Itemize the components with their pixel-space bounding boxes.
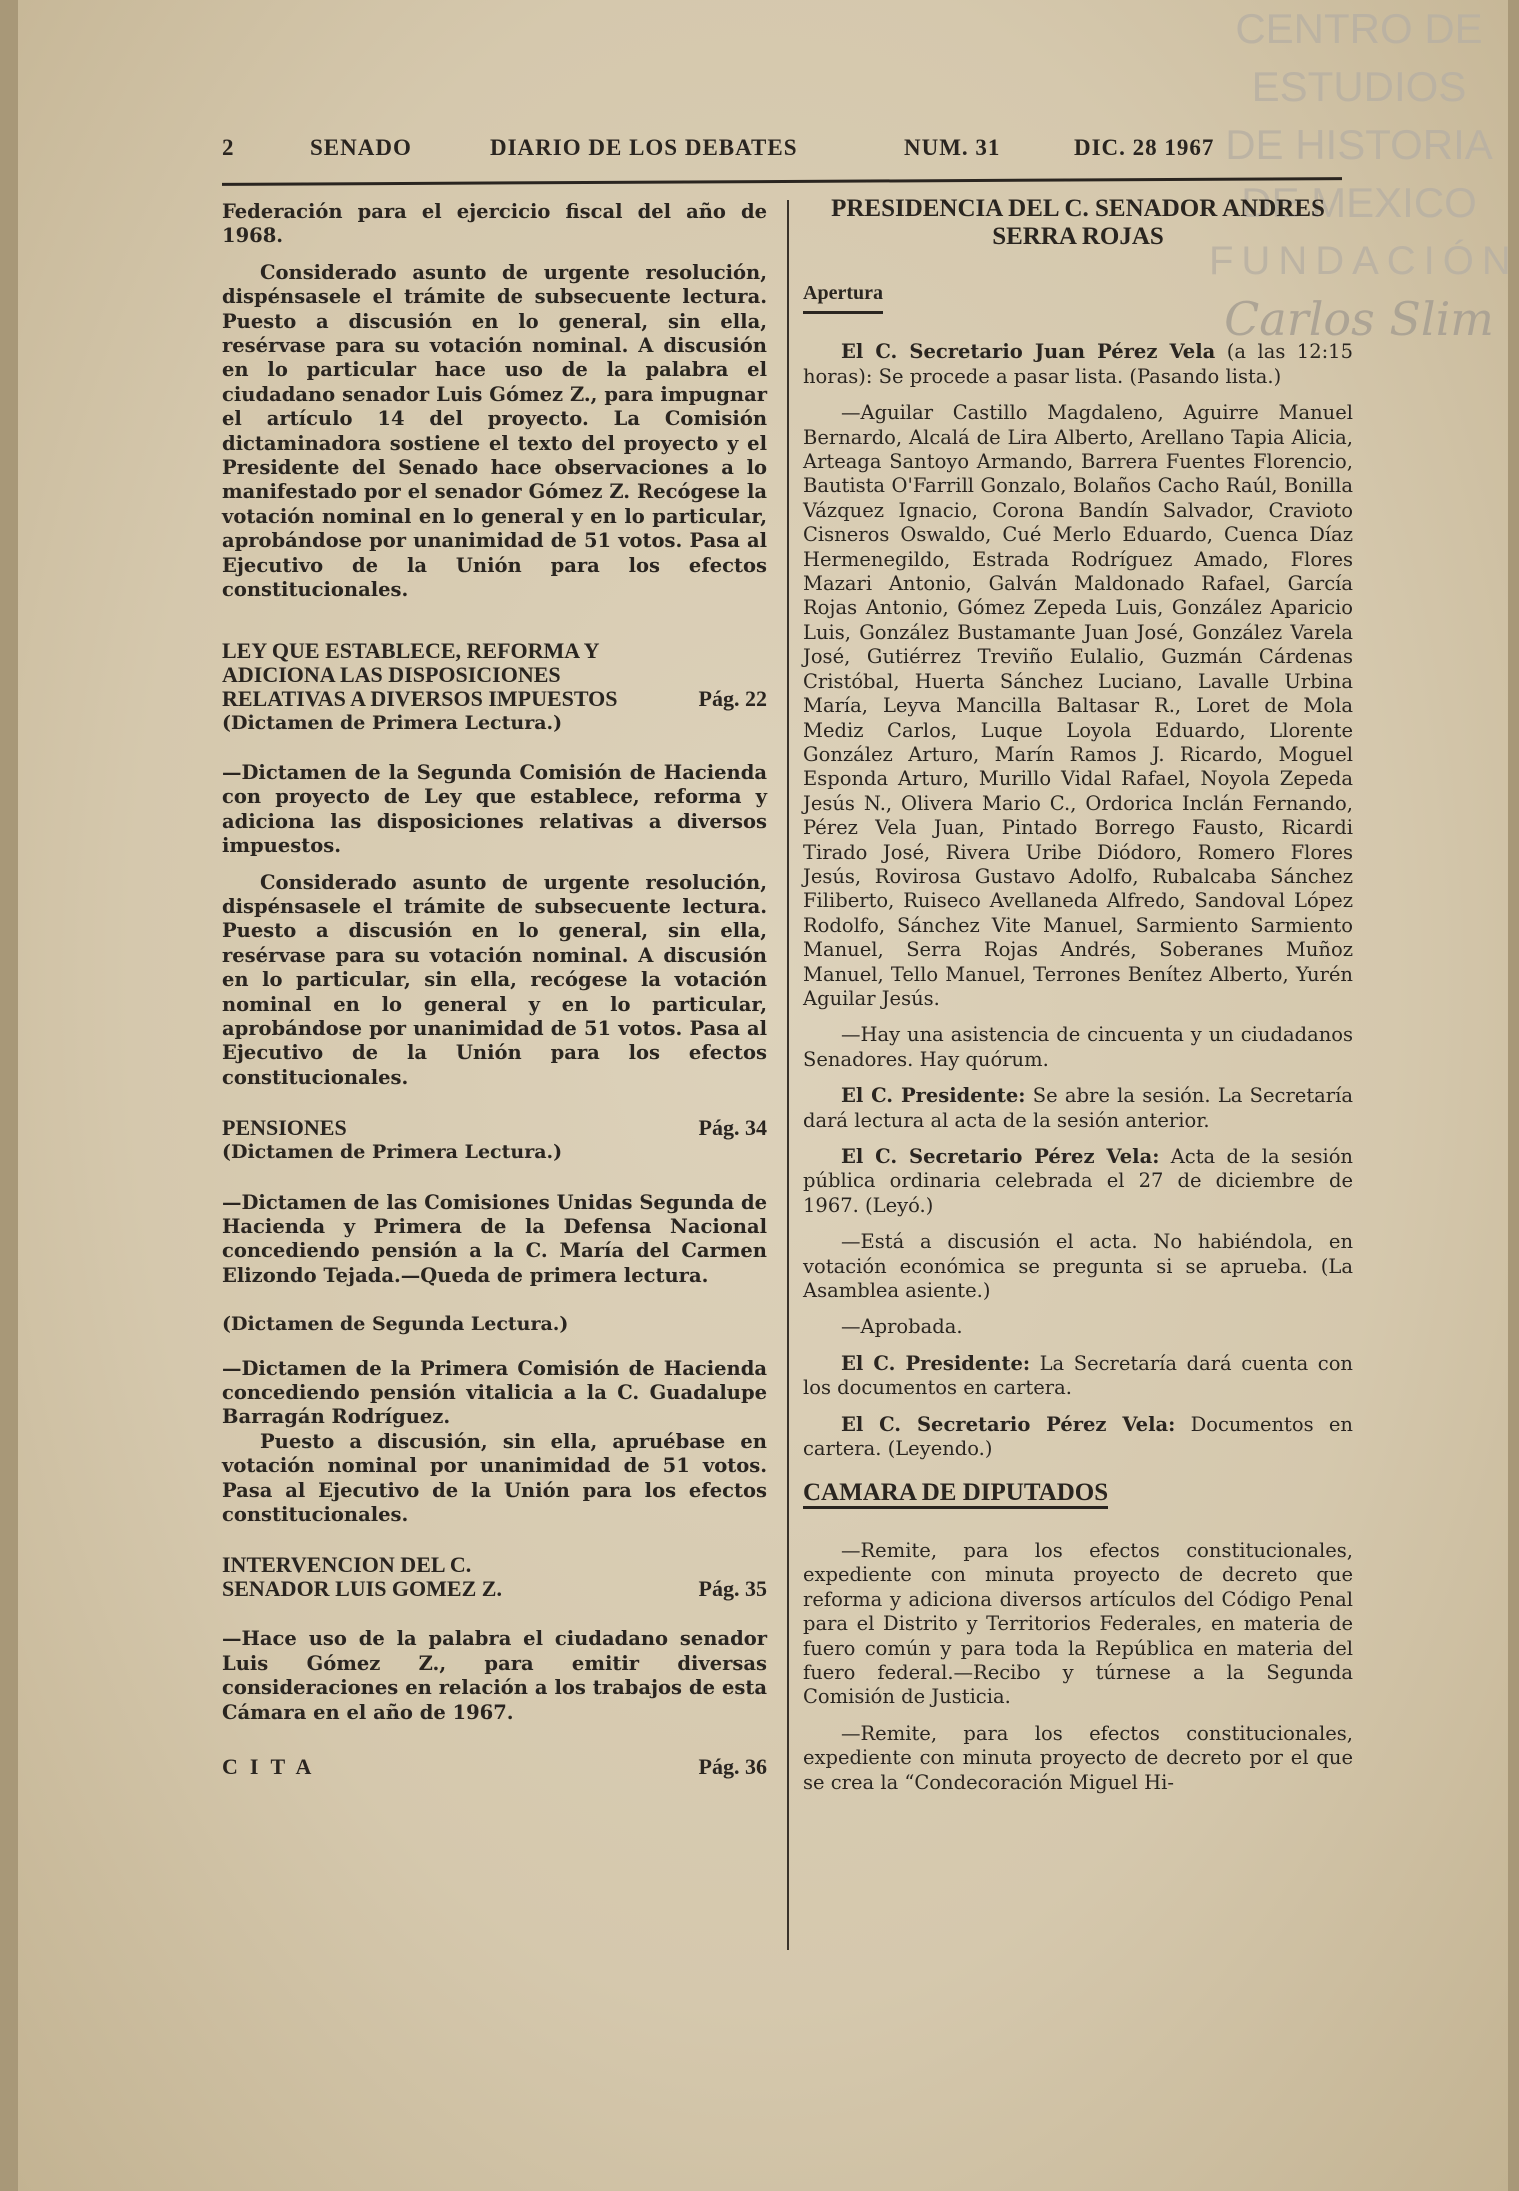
paragraph: —Está a discusión el acta. No habiéndola, en votación económica se pregunta si se aprueba. (La Asamblea asiente.) (803, 1230, 1353, 1303)
section-heading (222, 1116, 767, 1140)
paragraph: Puesto a discusión, sin ella, apruébase en votación nominal por unanimidad de 51 votos. Pasa al Ejecutivo de la Unión para los efectos constitucionales. (222, 1429, 767, 1527)
header-section: SENADO (310, 135, 412, 160)
page-header (222, 135, 1222, 165)
section-subtitle: (Dictamen de Primera Lectura.) (222, 711, 563, 734)
apertura-heading: Apertura (803, 281, 883, 314)
speech: Acta de la sesión pública ordinaria celebrada el 27 de diciembre de 1967. (Leyó.) (803, 1145, 1353, 1217)
section-title: CITA (222, 1754, 324, 1780)
header-number: NUM. 31 (904, 135, 1001, 160)
speech: La Secretaría dará cuenta con los documentos en cartera. (803, 1351, 1353, 1400)
section-title: LEY QUE ESTABLECE, REFORMA Y ADICIONA LAS DISPOSICIONES RELATIVAS A DIVERSOS IMPUESTOS (222, 637, 618, 711)
camara-heading: CAMARA DE DIPUTADOS (803, 1481, 1108, 1508)
section-page: Pág. 22 (698, 685, 767, 711)
watermark-signature: Carlos Slim (1224, 292, 1494, 346)
left-column (222, 200, 767, 1779)
right-column (803, 195, 1353, 1807)
paragraph: —Dictamen de las Comisiones Unidas Segunda de Hacienda y Primera de la Defensa Nacional concediendo pensión a la C. María del Carmen Elizondo Tejada.—Queda de primera lectura. (222, 1190, 767, 1287)
paragraph: —Dictamen de la Primera Comisión de Hacienda concediendo pensión vitalicia a la C. Guadalupe Barragán Rodríguez. (222, 1356, 767, 1429)
section-page: Pág. 35 (698, 1576, 767, 1602)
speaker: El C. Presidente: (841, 1084, 1026, 1108)
section-title: PENSIONES (222, 1115, 347, 1141)
paragraph: —Remite, para los efectos constitucionales, expediente con minuta proyecto de decreto que reforma y adiciona diversos artículos del Código Penal para el Distrito y Territorios Federales, en materia de fuero común y para toda la República en materia del fuero federal.—Recibo y túrnese a la Segunda Comisión de Justicia. (803, 1538, 1353, 1709)
speaker: El C. Secretario Juan Pérez Vela (841, 340, 1216, 364)
speaker: El C. Secretario Pérez Vela: (841, 1145, 1160, 1168)
speech: Documentos en cartera. (Leyendo.) (803, 1412, 1353, 1461)
section-title: INTERVENCION DEL C. SENADOR LUIS GOMEZ Z. (222, 1552, 502, 1602)
section-heading (222, 1553, 767, 1601)
header-date: DIC. 28 1967 (1074, 135, 1215, 160)
paragraph: —Hace uso de la palabra el ciudadano senador Luis Gómez Z., para emitir diversas consideraciones en relación a los trabajos de esta Cámara en el año de 1967. (222, 1627, 767, 1724)
section-page: Pág. 36 (698, 1754, 767, 1780)
paragraph: —Remite, para los efectos constitucionales, expediente con minuta proyecto de decreto por el que se crea la “Condecoración Miguel Hi- (803, 1721, 1353, 1794)
speech: Se abre la sesión. La Secretaría dará lectura al acta de la sesión anterior. (803, 1084, 1353, 1132)
presidency-heading: PRESIDENCIA DEL C. SENADOR ANDRES SERRA ROJAS (831, 195, 1325, 250)
watermark-line: FUNDACIÓN (1209, 239, 1519, 283)
roll-call-list: —Aguilar Castillo Magdaleno, Aguirre Manuel Bernardo, Alcalá de Lira Alberto, Arellano Tapia Alicia, Arteaga Santoyo Armando, Barrera Fuentes Florencio, Bautista O'Farrill Gonzalo, Bolaños Cacho Raúl, Bonilla Vázquez Ignacio, Corona Bandín Salvador, Cravioto Cisneros Oswaldo, Cué Merlo Eduardo, Cuenca Díaz Hermenegildo, Estrada Rodríguez Amado, Flores Mazari Antonio, Galván Maldonado Rafael, García Rojas Antonio, Gómez Zepeda Luis, González Aparicio Luis, González Bustamante Juan José, González Varela José, Gutiérrez Treviño Eulalio, Guzmán Cárdenas Cristóbal, Huerta Sánchez Luciano, Lavalle Urbina María, Leyva Mancilla Baltasar R., Loret de Mola Mediz Carlos, Luque Loyola Eduardo, Llorente González Arturo, Marín Ramos J. Ricardo, Moguel Esponda Arturo, Murillo Vidal Rafael, Noyola Zepeda Jesús N., Olivera Mario C., Ordorica Inclán Fernando, Pérez Vela Juan, Pintado Borrego Fausto, Ricardi Tirado José, Rivera Uribe Diódoro, Romero Flores Jesús, Rovirosa Gustavo Adolfo, Rubalcaba Sánchez Filiberto, Ruiseco Avellaneda Alfredo, Sandoval López Rodolfo, Sánchez Vite Manuel, Sarmiento Sarmiento Manuel, Serra Rojas Andrés, Soberanes Muñoz Manuel, Tello Manuel, Terrones Benítez Alberto, Yurén Aguilar Jesús. (803, 401, 1353, 1010)
watermark-line: CENTRO DE (1235, 5, 1483, 52)
paragraph: Considerado asunto de urgente resolución, dispénsasele el trámite de subsecuente lectura. Puesto a discusión en lo general, sin ella, resérvase para su votación nominal. A discusión en lo particular hace uso de la palabra el ciudadano senador Luis Gómez Z., para impugnar el artículo 14 del proyecto. La Comisión dictaminadora sostiene el texto del proyecto y el Presidente del Senado hace observaciones a lo manifestado por el senador Gómez Z. Recógese la votación nominal en lo general y en lo particular, aprobándose por unanimidad de 51 votos. Pasa al Ejecutivo de la Unión para los efectos constitucionales. (222, 260, 767, 602)
paragraph: —Dictamen de la Segunda Comisión de Hacienda con proyecto de Ley que establece, reforma y adiciona las disposiciones relativas a diversos impuestos. (222, 760, 767, 858)
speaker: El C. Presidente: (841, 1351, 1031, 1375)
speaker: El C. Secretario Pérez Vela: (841, 1412, 1176, 1436)
watermark-line: DE HISTORIA (1225, 121, 1493, 168)
section-page: Pág. 34 (698, 1115, 767, 1141)
section-heading (222, 1755, 767, 1779)
paragraph: —Hay una asistencia de cincuenta y un ciudadanos Senadores. Hay quórum. (803, 1023, 1353, 1071)
page-number: 2 (222, 135, 235, 160)
watermark-line: DE MEXICO (1241, 179, 1477, 226)
paragraph: Considerado asunto de urgente resolución, dispénsasele el trámite de subsecuente lectura. Puesto a discusión en lo general, sin ella, resérvase para su votación nominal. A discusión en lo particular, sin ella, recógese la votación nominal en lo general y en lo particular, aprobándose por unanimidad de 51 votos. Pasa al Ejecutivo de la Unión para los efectos constitucionales. (222, 870, 767, 1089)
paragraph: Federación para el ejercicio fiscal del año de 1968. (222, 200, 767, 248)
watermark-line: ESTUDIOS (1251, 63, 1467, 110)
header-title: DIARIO DE LOS DEBATES (490, 135, 798, 160)
column-divider (787, 200, 789, 1950)
section-subtitle: (Dictamen de Segunda Lectura.) (222, 1313, 569, 1336)
section-heading (222, 639, 767, 711)
paragraph: —Aprobada. (841, 1315, 963, 1339)
section-subtitle: (Dictamen de Primera Lectura.) (222, 1141, 563, 1164)
speech: (a las 12:15 horas): Se procede a pasar lista. (Pasando lista.) (803, 340, 1353, 388)
